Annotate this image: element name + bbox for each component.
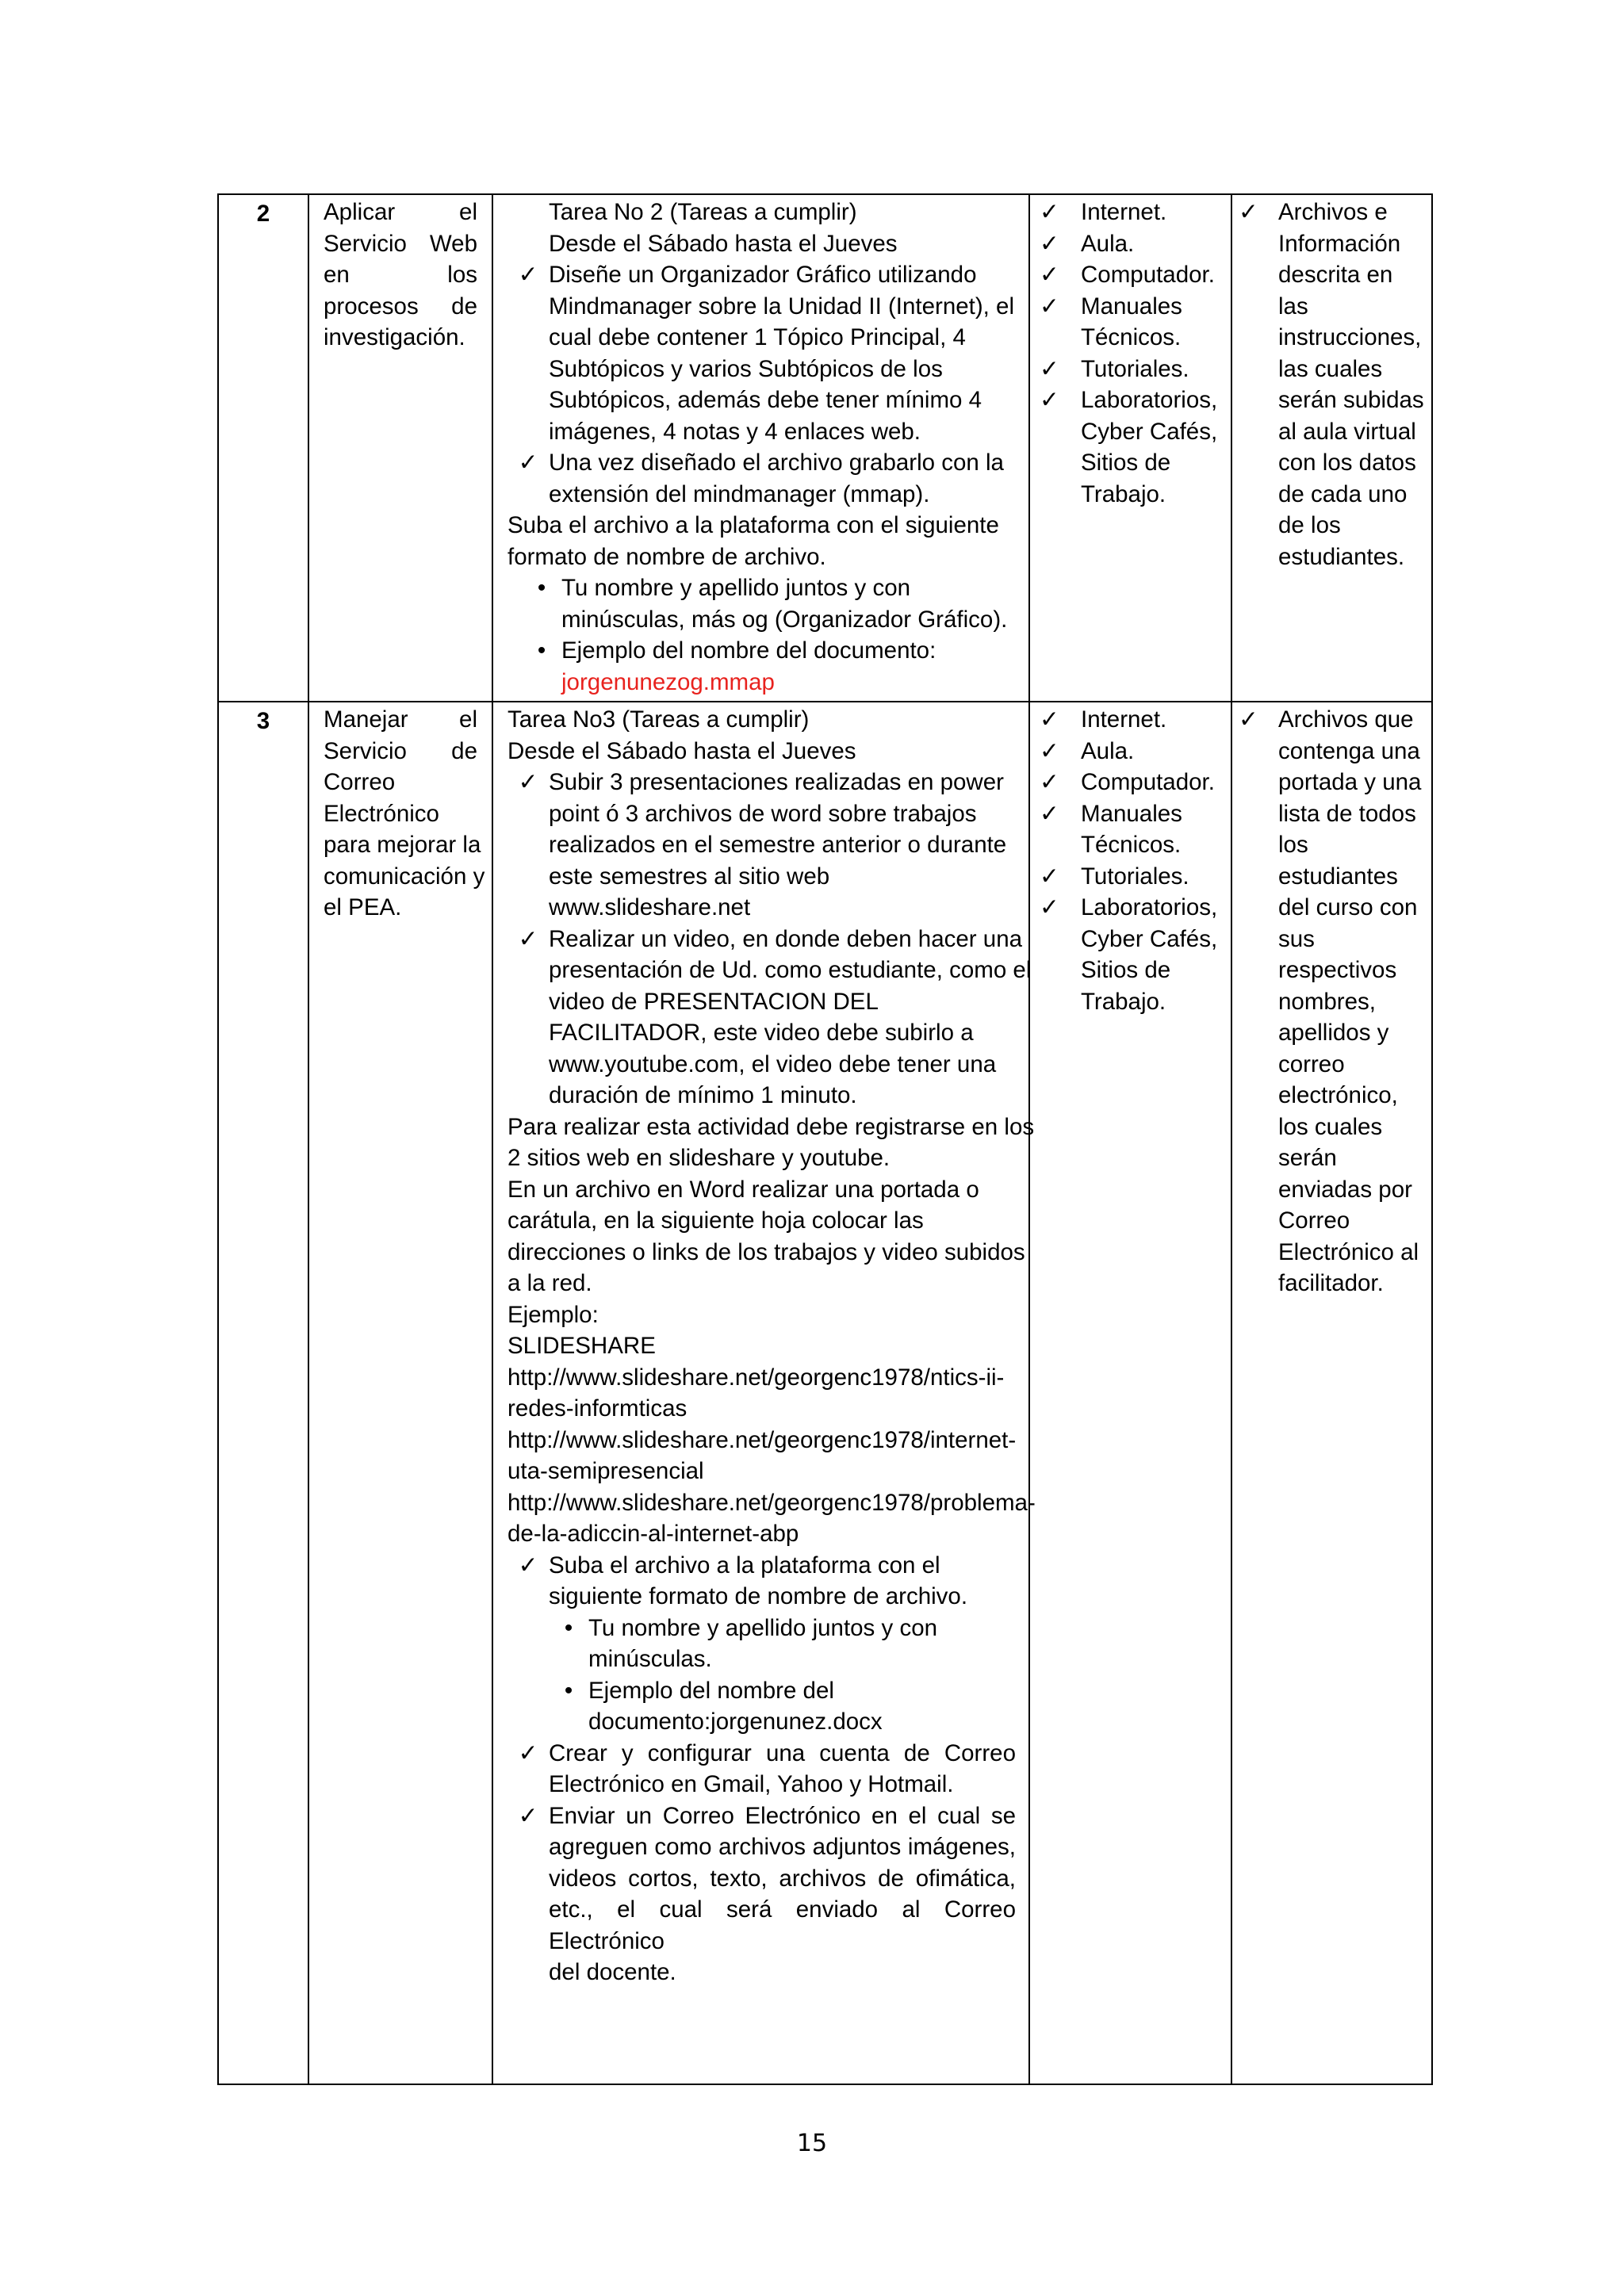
text-line: Diseñe un Organizador Gráfico utilizando bbox=[549, 262, 977, 288]
resources-cell bbox=[1029, 194, 1231, 702]
text-line: al aula virtual bbox=[1278, 418, 1416, 445]
link-line: de-la-adiccin-al-internet-abp bbox=[508, 1521, 799, 1547]
check-icon: ✓ bbox=[1040, 293, 1059, 320]
text-line: Subir 3 presentaciones realizadas en power bbox=[549, 769, 1004, 795]
check-icon: ✓ bbox=[1040, 706, 1059, 733]
bullet-item bbox=[508, 635, 1016, 698]
text-line: Laboratorios, bbox=[1081, 387, 1218, 413]
resource-item bbox=[1040, 354, 1224, 385]
paragraph-line: 2 sitios web en slideshare y youtube. bbox=[508, 1145, 891, 1171]
text-line: portada y una bbox=[1278, 769, 1422, 795]
check-icon: ✓ bbox=[518, 769, 538, 795]
text-line: Realizar un video, en donde deben hacer una bbox=[549, 925, 1023, 952]
text-line: Tu nombre y apellido juntos y con bbox=[588, 1614, 938, 1641]
check-icon: ✓ bbox=[1040, 863, 1059, 890]
checklist-item bbox=[508, 1738, 1016, 1800]
text-line: Ejemplo del nombre del bbox=[588, 1677, 834, 1704]
text-line: las cuales bbox=[1278, 355, 1383, 382]
check-icon: ✓ bbox=[1239, 199, 1258, 225]
text-line: los bbox=[1278, 832, 1308, 858]
bullet-item bbox=[508, 1675, 1016, 1738]
text-line: Aula. bbox=[1081, 230, 1135, 257]
check-icon: ✓ bbox=[1040, 800, 1059, 827]
bullet-icon: • bbox=[537, 637, 546, 664]
text-line: Laboratorios, bbox=[1081, 894, 1218, 920]
resource-item bbox=[1040, 197, 1224, 228]
text-line: Una vez diseñado el archivo grabarlo con la bbox=[549, 450, 1004, 476]
text-line: presentación de Ud. como estudiante, como el bbox=[549, 957, 1032, 983]
objective-line: Electrónico bbox=[324, 800, 439, 827]
text-line: video de PRESENTACION DEL bbox=[549, 988, 879, 1015]
resource-item bbox=[1040, 798, 1224, 861]
text-line: contenga una bbox=[1278, 737, 1420, 764]
text-line: documento:jorgenunez.docx bbox=[588, 1709, 883, 1735]
check-icon: ✓ bbox=[1040, 230, 1059, 257]
bullet-item bbox=[508, 572, 1016, 635]
text-line: electrónico, bbox=[1278, 1082, 1398, 1108]
resource-item bbox=[1040, 892, 1224, 1017]
text-line: Manuales bbox=[1081, 800, 1182, 827]
text-line: Sitios de bbox=[1081, 957, 1171, 983]
resource-item bbox=[1040, 767, 1224, 798]
check-icon: ✓ bbox=[1040, 355, 1059, 382]
check-icon: ✓ bbox=[1040, 262, 1059, 288]
text-line: enviadas por bbox=[1278, 1176, 1412, 1203]
text-line: Trabajo. bbox=[1081, 480, 1166, 507]
evidence-cell bbox=[1231, 194, 1432, 702]
text-line: agreguen como archivos adjuntos imágenes, bbox=[549, 1834, 1016, 1860]
text-line: del docente. bbox=[549, 1959, 676, 1985]
check-icon: ✓ bbox=[1040, 199, 1059, 225]
text-line: siguiente formato de nombre de archivo. bbox=[549, 1583, 968, 1609]
text-line: nombres, bbox=[1278, 988, 1376, 1015]
text-line: point ó 3 archivos de word sobre trabajos bbox=[549, 800, 977, 827]
text-line: Subtópicos y varios Subtópicos de los bbox=[549, 355, 943, 382]
objective-line: Servicio de bbox=[324, 737, 477, 764]
text-line: Suba el archivo a la plataforma con el bbox=[549, 1552, 940, 1578]
check-icon: ✓ bbox=[518, 450, 538, 476]
resource-item bbox=[1040, 291, 1224, 354]
check-icon: ✓ bbox=[518, 925, 538, 952]
paragraph-line: SLIDESHARE bbox=[508, 1333, 656, 1359]
objective-cell bbox=[308, 194, 492, 702]
text-line: Técnicos. bbox=[1081, 324, 1182, 350]
check-icon: ✓ bbox=[1040, 769, 1059, 795]
text-line: Enviar un Correo Electrónico en el cual se bbox=[549, 1802, 1016, 1829]
activities-table bbox=[217, 193, 1433, 2085]
text-line: estudiantes bbox=[1278, 863, 1398, 890]
resource-item bbox=[1040, 228, 1224, 260]
table-row bbox=[218, 194, 1432, 702]
text-line: www.slideshare.net bbox=[549, 894, 751, 920]
text-line: Mindmanager sobre la Unidad II (Internet), el bbox=[549, 293, 1015, 320]
text-line: Cyber Cafés, bbox=[1081, 925, 1218, 952]
text-line: minúsculas, más og (Organizador Gráfico). bbox=[561, 606, 1008, 633]
text-line: las bbox=[1278, 293, 1308, 320]
text-line: Computador. bbox=[1081, 769, 1215, 795]
bullet-icon: • bbox=[564, 1677, 573, 1704]
paragraph-line: Suba el archivo a la plataforma con el siguiente bbox=[508, 512, 999, 538]
link-line: http://www.slideshare.net/georgenc1978/ntics-ii- bbox=[508, 1364, 1005, 1391]
evidence-cell bbox=[1231, 702, 1432, 2084]
text-line: Ejemplo del nombre del documento: bbox=[561, 637, 936, 664]
text-line: instrucciones, bbox=[1278, 324, 1422, 350]
objective-line: el PEA. bbox=[324, 894, 402, 920]
text-line: apellidos y bbox=[1278, 1020, 1389, 1046]
objective-cell bbox=[308, 702, 492, 2084]
text-line: serán subidas bbox=[1278, 387, 1424, 413]
text-line: imágenes, 4 notas y 4 enlaces web. bbox=[549, 418, 921, 445]
text-line: Crear y configurar una cuenta de Correo bbox=[549, 1739, 1016, 1766]
paragraph-line: a la red. bbox=[508, 1270, 592, 1296]
link-line: redes-informticas bbox=[508, 1395, 688, 1422]
text-line: Cyber Cafés, bbox=[1081, 418, 1218, 445]
evidence-item bbox=[1239, 197, 1425, 572]
task-dates: Desde el Sábado hasta el Jueves bbox=[549, 230, 898, 257]
text-line: minúsculas. bbox=[588, 1646, 712, 1672]
paragraph-line: direcciones o links de los trabajos y video subidos bbox=[508, 1238, 1025, 1265]
text-line: Electrónico al bbox=[1278, 1238, 1419, 1265]
paragraph-line: carátula, en la siguiente hoja colocar las bbox=[508, 1207, 924, 1234]
paragraph-line: Ejemplo: bbox=[508, 1301, 599, 1328]
text-line: Subtópicos, además debe tener mínimo 4 bbox=[549, 387, 982, 413]
table-row bbox=[218, 702, 1432, 2084]
text-line: este semestres al sitio web bbox=[549, 863, 830, 890]
check-icon: ✓ bbox=[518, 1739, 538, 1766]
text-line: Tutoriales. bbox=[1081, 863, 1189, 890]
text-line: los cuales bbox=[1278, 1113, 1383, 1140]
text-line: etc., el cual será enviado al Correo Electrónico bbox=[549, 1896, 1016, 1954]
check-icon: ✓ bbox=[1239, 706, 1258, 733]
objective-line: procesos de bbox=[324, 293, 477, 320]
row-number: 2 bbox=[218, 194, 308, 702]
objective-line: Manejar el bbox=[324, 706, 477, 733]
text-line: duración de mínimo 1 minuto. bbox=[549, 1082, 857, 1108]
link-line: uta-semipresencial bbox=[508, 1458, 704, 1484]
text-line: facilitador. bbox=[1278, 1270, 1384, 1296]
text-line: serán bbox=[1278, 1145, 1337, 1171]
checklist-item bbox=[508, 1550, 1016, 1613]
text-line: Internet. bbox=[1081, 199, 1167, 225]
checklist-item bbox=[508, 447, 1016, 510]
task-title: Tarea No 2 (Tareas a cumplir) bbox=[549, 199, 857, 225]
checklist-item bbox=[508, 767, 1016, 924]
paragraph-line: Para realizar esta actividad debe registrarse en los bbox=[508, 1113, 1035, 1140]
page-number: 15 bbox=[796, 2130, 828, 2157]
resource-item bbox=[1040, 861, 1224, 893]
text-line: Archivos que bbox=[1278, 706, 1414, 733]
text-line: cual debe contener 1 Tópico Principal, 4 bbox=[549, 324, 966, 350]
text-line: de cada uno bbox=[1278, 480, 1408, 507]
objective-line: comunicación y bbox=[324, 863, 485, 890]
text-line: Correo bbox=[1278, 1207, 1350, 1234]
resource-item bbox=[1040, 704, 1224, 736]
text-line: Técnicos. bbox=[1081, 832, 1182, 858]
bullet-icon: • bbox=[564, 1614, 573, 1641]
evidence-item bbox=[1239, 704, 1425, 1299]
text-line: www.youtube.com, el video debe tener una bbox=[549, 1050, 997, 1077]
text-line: Manuales bbox=[1081, 293, 1182, 320]
text-line: del curso con bbox=[1278, 894, 1418, 920]
task-title: Tarea No3 (Tareas a cumplir) bbox=[508, 706, 810, 733]
objective-line: para mejorar la bbox=[324, 832, 481, 858]
resources-cell bbox=[1029, 702, 1231, 2084]
row-number: 3 bbox=[218, 702, 308, 2084]
check-icon: ✓ bbox=[1040, 737, 1059, 764]
checklist-item bbox=[508, 924, 1032, 1112]
checklist-item bbox=[508, 259, 1016, 447]
text-line: respectivos bbox=[1278, 957, 1397, 983]
text-line: Archivos e bbox=[1278, 199, 1388, 225]
bullet-item bbox=[508, 1613, 1016, 1675]
text-line: FACILITADOR, este video debe subirlo a bbox=[549, 1020, 974, 1046]
check-icon: ✓ bbox=[518, 262, 538, 288]
text-line: Internet. bbox=[1081, 706, 1167, 733]
text-line: videos cortos, texto, archivos de ofimática, bbox=[549, 1865, 1016, 1892]
text-line: Electrónico en Gmail, Yahoo y Hotmail. bbox=[549, 1771, 954, 1797]
bullet-icon: • bbox=[537, 575, 546, 601]
objective-line: Correo bbox=[324, 769, 396, 795]
text-line: estudiantes. bbox=[1278, 543, 1405, 570]
check-icon: ✓ bbox=[518, 1552, 538, 1578]
text-line: Computador. bbox=[1081, 262, 1215, 288]
text-line: sus bbox=[1278, 925, 1315, 952]
text-line: Sitios de bbox=[1081, 450, 1171, 476]
text-line: Aula. bbox=[1081, 737, 1135, 764]
objective-line: Aplicar el bbox=[324, 199, 477, 225]
paragraph-line: formato de nombre de archivo. bbox=[508, 543, 826, 570]
task-cell bbox=[492, 194, 1029, 702]
task-dates: Desde el Sábado hasta el Jueves bbox=[508, 737, 856, 764]
text-line: Tu nombre y apellido juntos y con bbox=[561, 575, 911, 601]
resource-item bbox=[1040, 736, 1224, 767]
task-cell bbox=[492, 702, 1036, 2084]
text-line: con los datos bbox=[1278, 450, 1416, 476]
text-line: Información bbox=[1278, 230, 1401, 257]
objective-line: Servicio Web bbox=[324, 230, 477, 257]
check-icon: ✓ bbox=[518, 1802, 538, 1829]
paragraph-line: En un archivo en Word realizar una portada o bbox=[508, 1176, 979, 1203]
link-line: http://www.slideshare.net/georgenc1978/problema- bbox=[508, 1489, 1036, 1516]
check-icon: ✓ bbox=[1040, 894, 1059, 920]
text-line: descrita en bbox=[1278, 262, 1393, 288]
link-line: http://www.slideshare.net/georgenc1978/internet- bbox=[508, 1426, 1017, 1453]
text-line: lista de todos bbox=[1278, 800, 1416, 827]
objective-line: en los bbox=[324, 262, 477, 288]
resource-item bbox=[1040, 385, 1224, 510]
text-line: Tutoriales. bbox=[1081, 355, 1189, 382]
objective-line: investigación. bbox=[324, 324, 465, 350]
text-line: de los bbox=[1278, 512, 1341, 538]
example-filename: jorgenunezog.mmap bbox=[561, 668, 775, 695]
text-line: Trabajo. bbox=[1081, 988, 1166, 1015]
checklist-item bbox=[508, 1800, 1016, 1988]
text-line: correo bbox=[1278, 1050, 1345, 1077]
text-line: realizados en el semestre anterior o durante bbox=[549, 832, 1007, 858]
text-line: extensión del mindmanager (mmap). bbox=[549, 480, 930, 507]
resource-item bbox=[1040, 259, 1224, 291]
check-icon: ✓ bbox=[1040, 387, 1059, 413]
